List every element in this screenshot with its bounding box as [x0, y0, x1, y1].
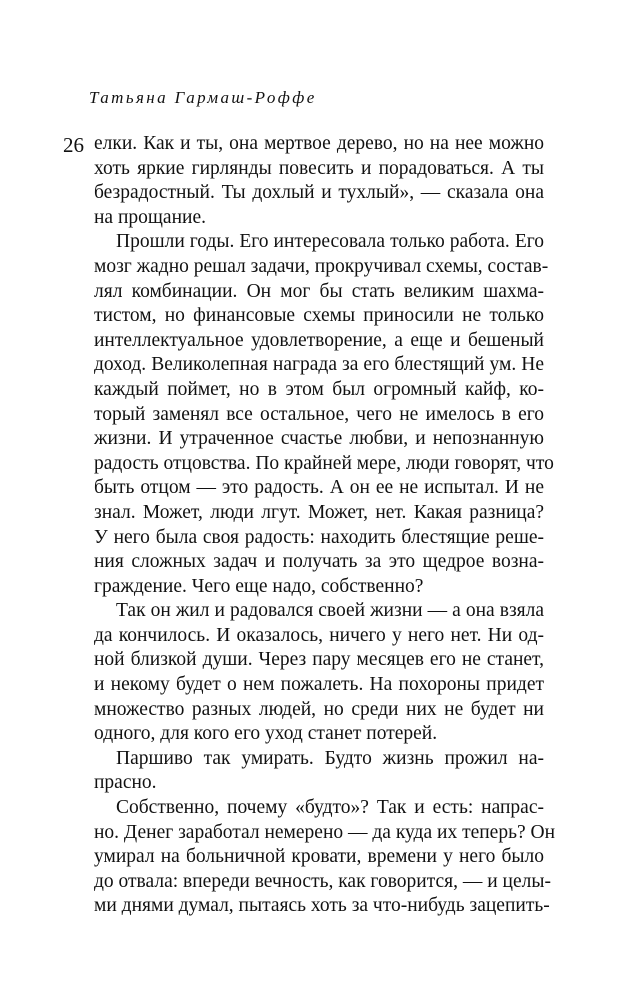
text-line: но. Денег заработал немерено — да куда их теперь? Он — [94, 821, 556, 843]
text-line: Собственно, почему «будто»? Так и есть: напрас- — [116, 797, 544, 819]
text-line: каждый поймет, но в этом был огромный кайф, ко- — [94, 378, 544, 400]
text-line: до отвала: впереди вечность, как говорится, — и целы- — [94, 870, 551, 892]
text-line: Прошли годы. Его интересовала только работа. Его — [116, 231, 544, 253]
text-line: интеллектуальное удовлетворение, а еще и бешеный — [94, 329, 544, 351]
text-line: быть отцом — это радость. А он ее не испытал. И не — [94, 477, 544, 499]
text-line: безрадостный. Ты дохлый и тухлый», — сказала она — [94, 182, 544, 204]
text-line: доход. Великолепная награда за его блестящий ум. Не — [94, 354, 544, 376]
text-line: ми днями думал, пытаясь хоть за что-нибудь зацепить- — [94, 895, 550, 917]
text-line: знал. Может, люди лгут. Может, нет. Какая разница? — [94, 501, 544, 523]
text-line: радость отцовства. По крайней мере, люди говорят, что — [94, 452, 554, 474]
text-line: множество разных людей, но среди них не будет ни — [94, 698, 544, 720]
text-line: тистом, но финансовые схемы приносили не только — [94, 305, 544, 327]
text-line: на прощание. — [94, 206, 206, 228]
text-line: одного, для кого его уход станет потерей. — [94, 723, 438, 745]
text-line: ния сложных задач и получать за это щедрое возна- — [94, 551, 544, 573]
text-line: елки. Как и ты, она мертвое дерево, но на нее можно — [94, 133, 544, 154]
text-line: Так он жил и радовался своей жизни — а она взяла — [116, 600, 544, 622]
text-line: прасно. — [94, 772, 157, 794]
body-text — [94, 132, 556, 919]
text-line: Паршиво так умирать. Будто жизнь прожил на- — [116, 747, 544, 769]
text-line: мозг жадно решал задачи, прокручивал схемы, состав- — [94, 255, 549, 277]
text-line: и некому будет о нем пожалеть. На похороны придет — [94, 674, 544, 696]
text-line: граждение. Чего еще надо, собственно? — [94, 575, 424, 597]
text-line: да кончилось. И оказалось, ничего у него нет. Ни од- — [94, 624, 544, 646]
text-line: торый заменял все остальное, чего не имелось в его — [94, 403, 544, 425]
text-line: У него была своя радость: находить блестящие реше- — [94, 526, 544, 548]
page-number: 26 — [63, 133, 84, 157]
text-line: лял комбинации. Он мог бы стать великим шахма- — [94, 280, 544, 302]
text-line: умирал на больничной кровати, времени у него было — [94, 846, 544, 868]
text-line: хоть яркие гирлянды повесить и порадоваться. А ты — [94, 157, 544, 179]
running-head-title: Татьяна Гармаш-Роффе — [89, 88, 317, 107]
text-line: ной близкой души. Через пару месяцев его не станет, — [94, 649, 544, 671]
text-line: жизни. И утраченное счастье любви, и непознанную — [94, 428, 544, 450]
